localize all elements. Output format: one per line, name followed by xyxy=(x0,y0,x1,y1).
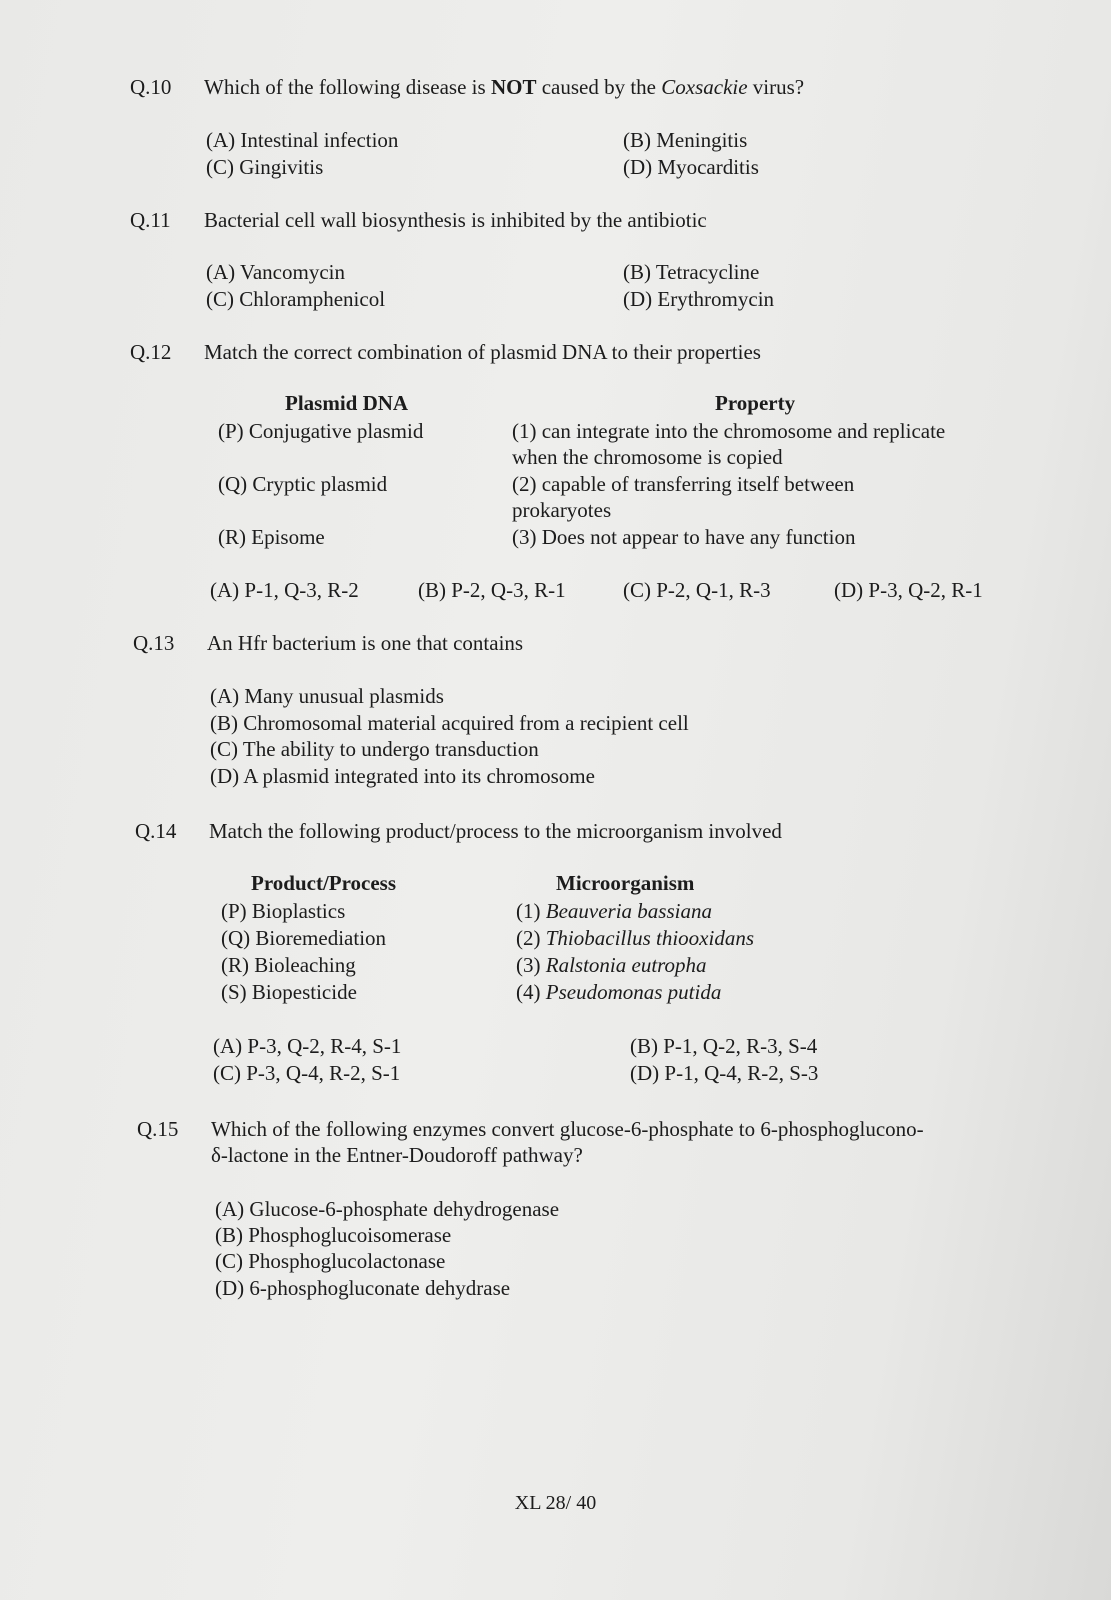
item-number: (3) xyxy=(516,953,546,977)
column-header-product: Product/Process xyxy=(251,871,397,895)
match-right-item xyxy=(516,925,754,951)
question-text: Match the following product/process to the microorganism involved xyxy=(209,819,782,843)
option-a: (A) Many unusual plasmids xyxy=(210,684,444,708)
option-b: (B) Chromosomal material acquired from a recipient cell xyxy=(210,711,689,735)
question-text-line: δ-lactone in the Entner-Doudoroff pathway? xyxy=(211,1143,583,1167)
question-number: Q.14 xyxy=(135,819,177,843)
option-a: (A) Vancomycin xyxy=(206,260,345,284)
option-c: (C) Chloramphenicol xyxy=(206,287,386,311)
match-right-item: (2) capable of transferring itself between xyxy=(512,472,855,496)
option-c: (C) Gingivitis xyxy=(206,155,324,179)
match-left-item: (P) Bioplastics xyxy=(221,899,346,923)
organism-name: Beauveria bassiana xyxy=(545,899,712,923)
column-header-plasmid: Plasmid DNA xyxy=(285,391,409,415)
option-b: (B) Phosphoglucoisomerase xyxy=(215,1223,452,1247)
match-left-item: (R) Episome xyxy=(218,525,325,549)
question-text: Match the correct combination of plasmid DNA to their properties xyxy=(204,340,761,364)
question-text-bold: NOT xyxy=(490,75,537,99)
organism-name: Ralstonia eutropha xyxy=(545,953,707,977)
question-text-part: caused by the xyxy=(536,75,662,99)
question-number: Q.11 xyxy=(130,208,171,232)
option-a: (A) P-3, Q-2, R-4, S-1 xyxy=(213,1034,402,1058)
item-number: (1) xyxy=(516,899,546,923)
match-left-item: (Q) Cryptic plasmid xyxy=(218,472,388,496)
option-c: (C) P-3, Q-4, R-2, S-1 xyxy=(213,1061,401,1085)
question-text: Bacterial cell wall biosynthesis is inhibited by the antibiotic xyxy=(204,208,707,232)
option-d: (D) Myocarditis xyxy=(623,155,759,179)
item-number: (4) xyxy=(516,980,546,1004)
question-text-line: Which of the following enzymes convert glucose-6-phosphate to 6-phosphoglucono- xyxy=(211,1117,924,1141)
option-a: (A) P-1, Q-3, R-2 xyxy=(210,578,359,602)
option-d: (D) Erythromycin xyxy=(623,287,775,311)
question-number: Q.10 xyxy=(130,75,172,99)
option-d: (D) P-3, Q-2, R-1 xyxy=(834,578,983,602)
question-number: Q.15 xyxy=(137,1117,179,1141)
match-right-item xyxy=(516,979,721,1005)
match-left-item: (R) Bioleaching xyxy=(221,953,356,977)
option-c: (C) Phosphoglucolactonase xyxy=(215,1249,446,1273)
match-right-item-cont: when the chromosome is copied xyxy=(512,445,783,469)
match-right-item-cont: prokaryotes xyxy=(512,498,612,522)
organism-name: Pseudomonas putida xyxy=(545,980,722,1004)
page-footer: XL 28/ 40 xyxy=(514,1492,597,1514)
question-text xyxy=(204,74,1004,100)
option-b: (B) Meningitis xyxy=(623,128,748,152)
option-d: (D) A plasmid integrated into its chromosome xyxy=(210,764,595,788)
option-a: (A) Intestinal infection xyxy=(206,128,399,152)
column-header-property: Property xyxy=(715,391,796,415)
match-left-item: (S) Biopesticide xyxy=(221,980,357,1004)
organism-name: Thiobacillus thiooxidans xyxy=(545,926,755,950)
match-right-item xyxy=(516,952,707,978)
option-b: (B) Tetracycline xyxy=(623,260,760,284)
match-left-item: (Q) Bioremediation xyxy=(221,926,387,950)
option-d: (D) 6-phosphogluconate dehydrase xyxy=(215,1276,511,1300)
option-d: (D) P-1, Q-4, R-2, S-3 xyxy=(630,1061,819,1085)
item-number: (2) xyxy=(516,926,546,950)
match-right-item xyxy=(516,898,712,924)
question-text xyxy=(211,1116,1011,1168)
option-b: (B) P-1, Q-2, R-3, S-4 xyxy=(630,1034,818,1058)
match-right-item: (3) Does not appear to have any function xyxy=(512,525,856,549)
question-number: Q.13 xyxy=(133,631,175,655)
option-c: (C) The ability to undergo transduction xyxy=(210,737,539,761)
match-right-item: (1) can integrate into the chromosome and replicate xyxy=(512,419,946,443)
option-b: (B) P-2, Q-3, R-1 xyxy=(418,578,566,602)
match-left-item: (P) Conjugative plasmid xyxy=(218,419,424,443)
option-a: (A) Glucose-6-phosphate dehydrogenase xyxy=(215,1197,560,1221)
question-text-part: Which of the following disease is xyxy=(204,75,491,99)
question-text-italic: Coxsackie xyxy=(661,75,748,99)
question-number: Q.12 xyxy=(130,340,172,364)
question-text: An Hfr bacterium is one that contains xyxy=(207,631,524,655)
question-text-part: virus? xyxy=(747,75,805,99)
option-c: (C) P-2, Q-1, R-3 xyxy=(623,578,771,602)
column-header-microorganism: Microorganism xyxy=(556,871,695,895)
